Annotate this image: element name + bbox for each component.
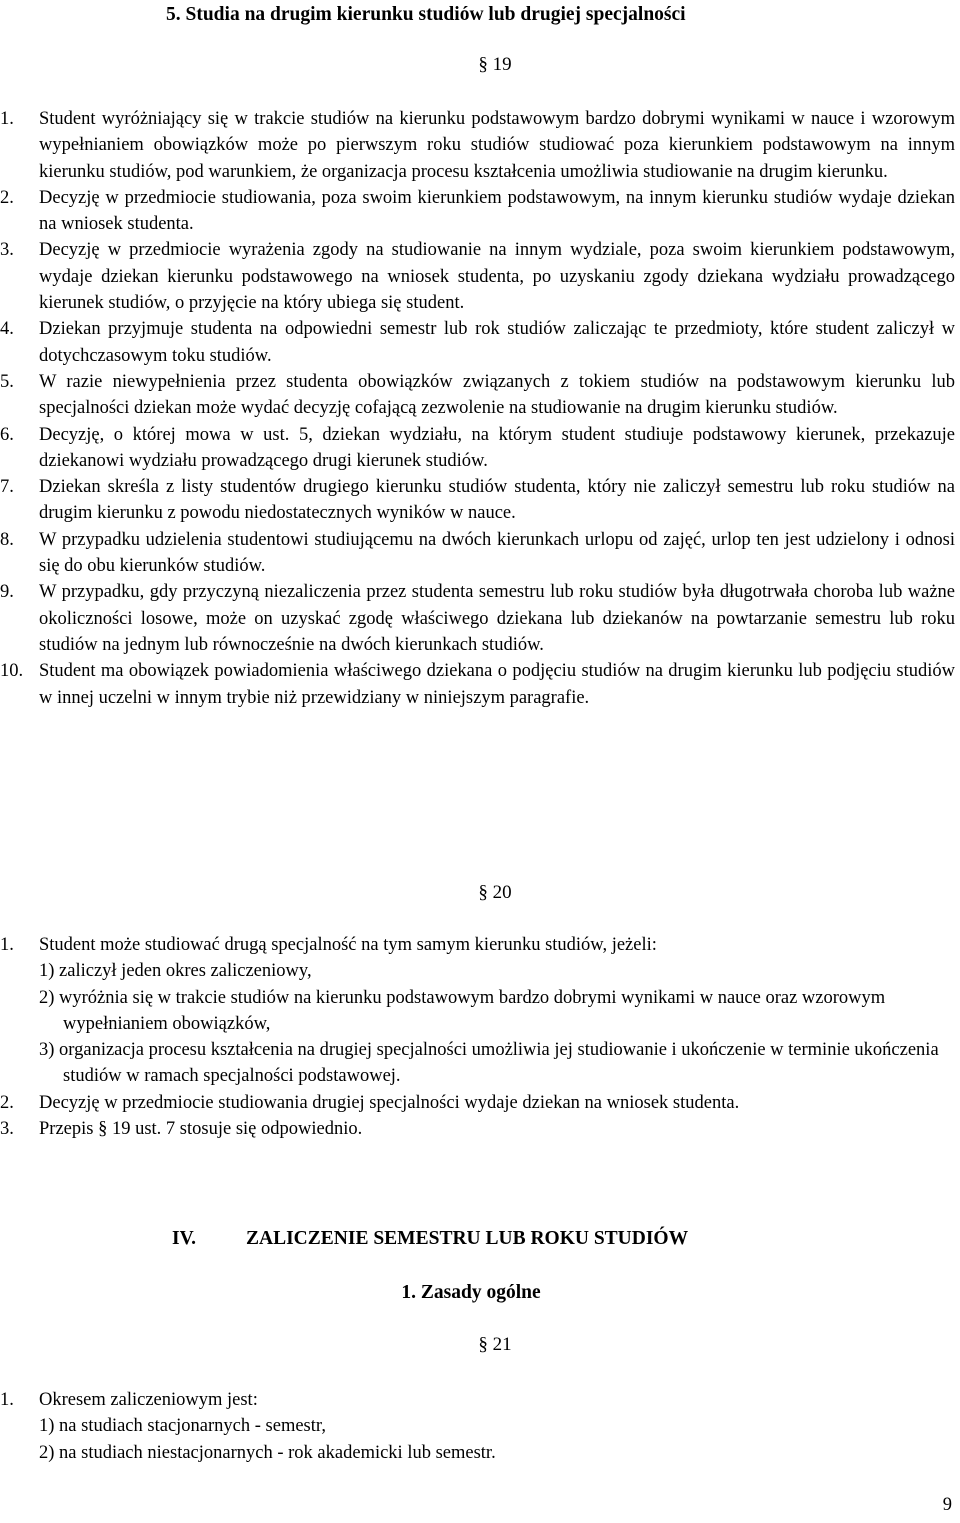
- chapter-roman-numeral: IV.: [172, 1228, 197, 1249]
- item-text: Decyzję w przedmiocie studiowania drugiej specjalności wydaje dziekan na wniosek studenta.: [39, 1092, 740, 1113]
- paragraph-21-list: [0, 1387, 960, 1466]
- subsection-title: 1. Zasady ogólne: [401, 1282, 541, 1303]
- item-number: 3.: [0, 1119, 14, 1140]
- item-number: 3.: [0, 240, 14, 261]
- list-item: [0, 658, 960, 711]
- list-item: [0, 106, 960, 185]
- item-number: 8.: [0, 529, 14, 550]
- list-item: [0, 1116, 960, 1142]
- list-item: [0, 579, 960, 658]
- item-text: W przypadku, gdy przyczyną niezaliczenia przez studenta semestru lub roku studiów była długotrwała choroba lub ważne okoliczności losowe, może on uzyskać zgodę właściwego dziekana lub dziekanów na powtarzanie semestru lub roku studiów na jednym lub równocześnie na dwóch kierunkach studiów.: [39, 582, 955, 655]
- item-number: 10.: [0, 661, 24, 682]
- page-number: 9: [942, 1495, 952, 1515]
- list-item: [0, 474, 960, 527]
- list-item: [0, 422, 960, 475]
- item-text: Student może studiować drugą specjalność na tym samym kierunku studiów, jeżeli:: [39, 935, 657, 955]
- section-heading: 5. Studia na drugim kierunku studiów lub drugiej specjalności: [166, 4, 686, 25]
- list-item: [0, 1387, 960, 1413]
- list-item: [0, 369, 960, 422]
- item-text: Decyzję w przedmiocie studiowania, poza swoim kierunkiem podstawowym, na innym kierunku studiów wydaje dziekan na wniosek studenta.: [39, 187, 955, 235]
- paragraph-19-list: [0, 106, 960, 711]
- item-number: 1.: [0, 935, 14, 955]
- list-item: [0, 185, 960, 238]
- item-text: Dziekan skreśla z listy studentów drugiego kierunku studiów studenta, który nie zaliczył semestru lub roku studiów na drugim kierunku z powodu niedostatecznych wyników w nauce.: [39, 477, 955, 524]
- list-item: [0, 316, 960, 369]
- item-text: Student ma obowiązek powiadomienia właściwego dziekana o podjęciu studiów na drugim kierunku lub podjęciu studiów w innej uczelni w innym trybie niż przewidziany w niniejszym paragrafie.: [39, 661, 955, 708]
- list-item: [0, 237, 960, 316]
- item-number: 5.: [0, 371, 14, 392]
- item-number: 9.: [0, 582, 14, 603]
- list-item: [0, 527, 960, 580]
- item-number: 4.: [0, 319, 14, 340]
- item-text: W razie niewypełnienia przez studenta obowiązków związanych z tokiem studiów na podstawowym kierunku lub specjalności dziekan może wydać decyzję cofającą zezwolenie na studiowanie na drugim kierunku studiów.: [39, 371, 955, 419]
- paragraph-mark-19: § 19: [478, 54, 512, 75]
- chapter-title: ZALICZENIE SEMESTRU LUB ROKU STUDIÓW: [246, 1228, 689, 1249]
- item-number: 1.: [0, 1390, 14, 1410]
- item-number: 6.: [0, 424, 14, 445]
- paragraph-mark-21: § 21: [478, 1334, 512, 1355]
- list-item: [0, 932, 960, 958]
- item-text: Dziekan przyjmuje studenta na odpowiedni semestr lub rok studiów zaliczając te przedmioty, które student zaliczył w dotychczasowym toku studiów.: [39, 319, 955, 366]
- paragraph-mark-20: § 20: [478, 882, 512, 903]
- item-number: 2.: [0, 187, 14, 208]
- sub-item: 1) zaliczył jeden okres zaliczeniowy,: [39, 961, 312, 982]
- sub-list: [0, 958, 960, 1089]
- item-text: W przypadku udzielenia studentowi studiującemu na dwóch kierunkach urlopu od zajęć, urlop ten jest udzielony i odnosi się do obu kierunków studiów.: [39, 529, 955, 577]
- sub-item: 3) organizacja procesu kształcenia na drugiej specjalności umożliwia jej studiowanie i ukończenie w terminie ukończenia studiów w ramach specjalności podstawowej.: [39, 1040, 939, 1087]
- item-number: 2.: [0, 1092, 14, 1113]
- item-number: 1.: [0, 109, 14, 129]
- item-text: Okresem zaliczeniowym jest:: [39, 1390, 258, 1410]
- paragraph-20-list: [0, 932, 960, 1142]
- item-text: Decyzję, o której mowa w ust. 5, dziekan wydziału, na którym student studiuje podstawowy kierunek, przekazuje dziekanowi wydziału prowadzącego drugi kierunek studiów.: [39, 424, 955, 471]
- item-number: 7.: [0, 477, 14, 498]
- item-text: Decyzję w przedmiocie wyrażenia zgody na studiowanie na innym wydziale, poza swoim kierunkiem podstawowym, wydaje dziekan kierunku podstawowego na wniosek studenta, po uzyskaniu zgody dziekana wydziału prowadzącego kierunek studiów, o przyjęcie na który ubiega się student.: [39, 240, 955, 314]
- item-text: Student wyróżniający się w trakcie studiów na kierunku podstawowym bardzo dobrymi wynikami w nauce i wzorowym wypełnianiem obowiązków może po pierwszym roku studiów studiować poza kierunkiem podstawowym na innym kierunku studiów, pod warunkiem, że organizacja procesu kształcenia umożliwia studiowanie na drugim kierunku.: [39, 109, 955, 182]
- sub-item: 1) na studiach stacjonarnych - semestr,: [39, 1416, 326, 1437]
- list-item: [0, 1090, 960, 1116]
- sub-item: 2) na studiach niestacjonarnych - rok akademicki lub semestr.: [39, 1442, 496, 1463]
- sub-item: 2) wyróżnia się w trakcie studiów na kierunku podstawowym bardzo dobrymi wynikami w nauce oraz wzorowym wypełnianiem obowiązków,: [39, 987, 886, 1034]
- sub-list: [0, 1413, 960, 1466]
- item-text: Przepis § 19 ust. 7 stosuje się odpowiednio.: [39, 1119, 363, 1140]
